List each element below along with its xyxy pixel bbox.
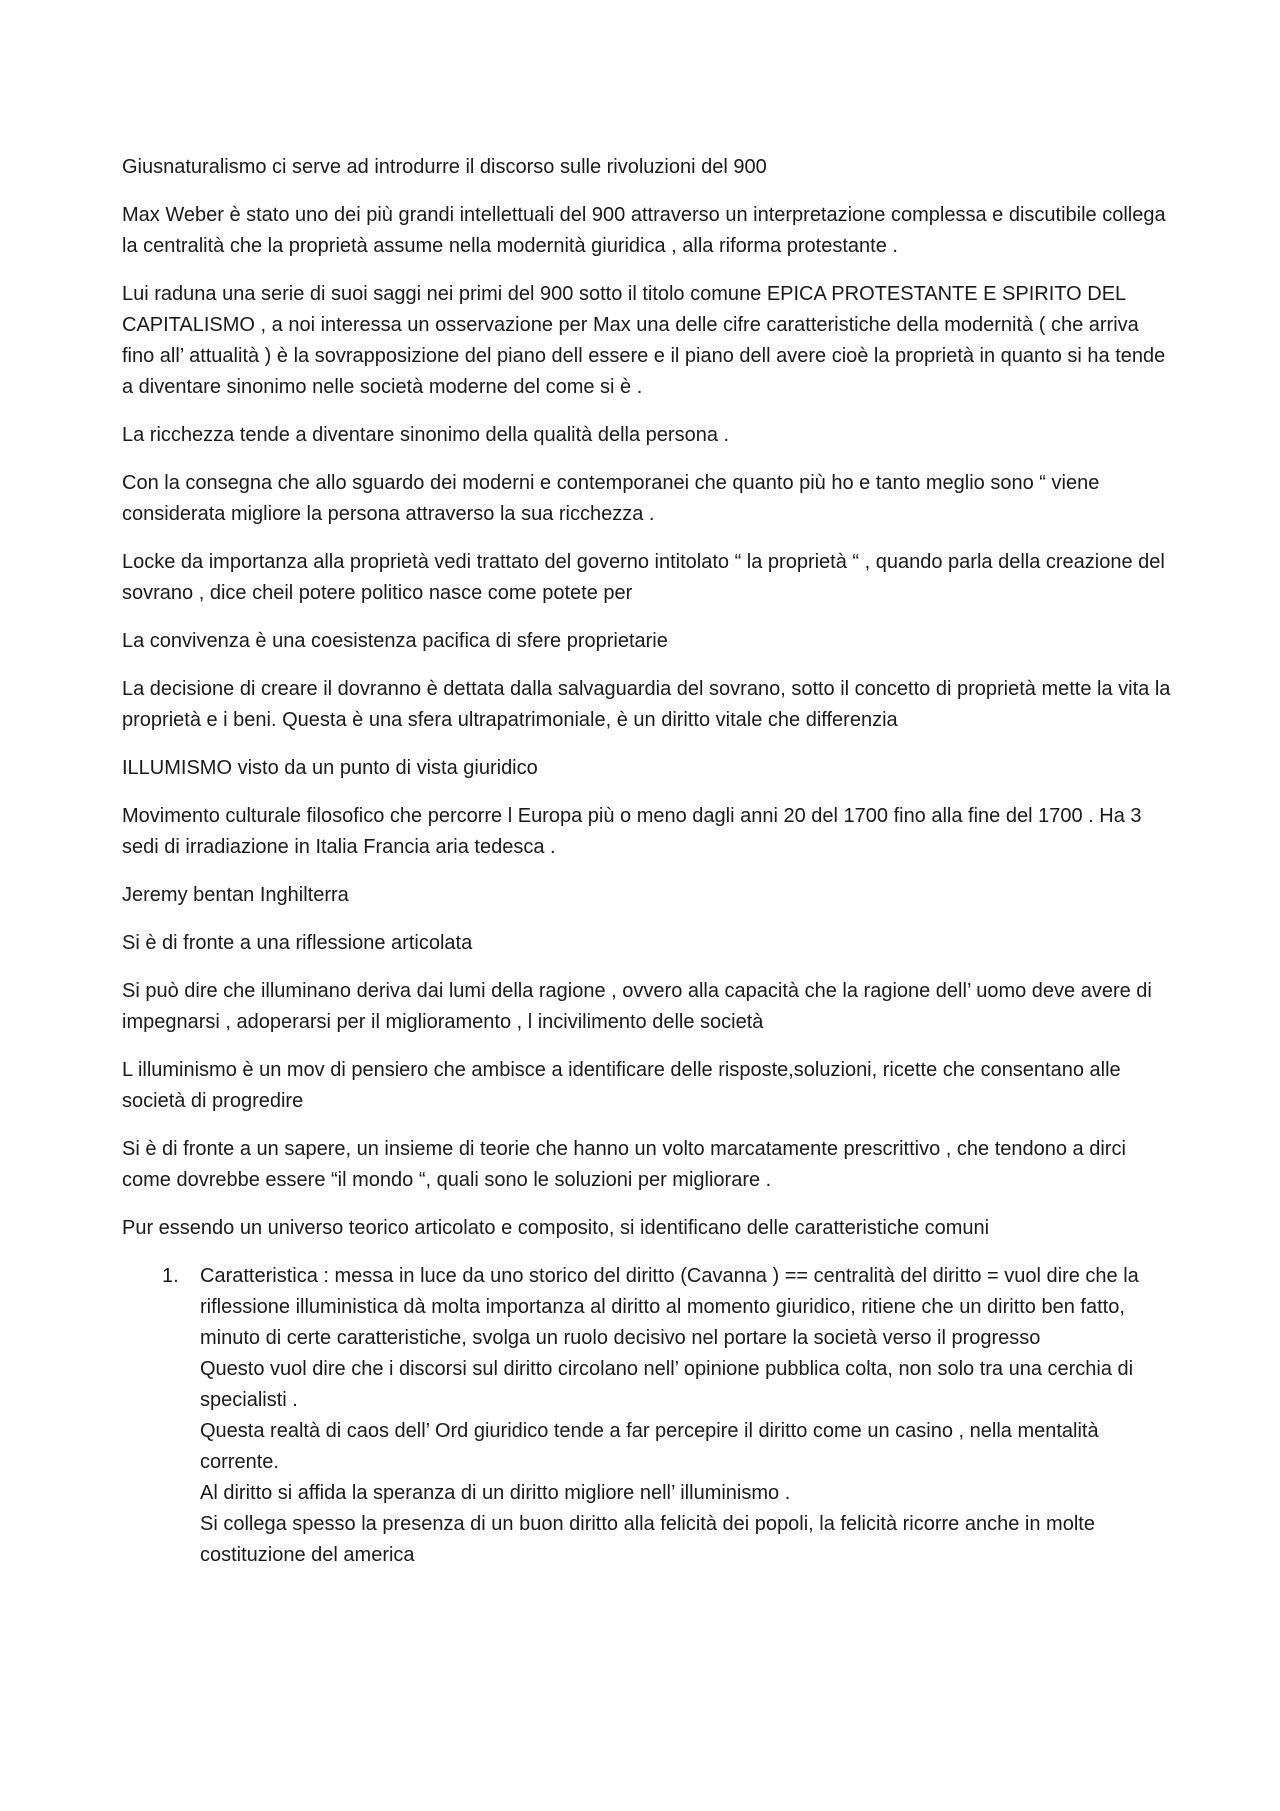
paragraph: Lui raduna una serie di suoi saggi nei primi del 900 sotto il titolo comune EPICA PROTESTANTE E SPIRITO DEL CAPITALISMO , a noi interessa un osservazione per Max una delle cifre caratteristiche della modernità ( che arriva fino all’ attualità ) è la sovrapposizione del piano dell essere e il piano dell avere cioè la proprietà in quanto si ha tende a diventare sinonimo nelle società moderne del come si è .	[122, 283, 1166, 398]
paragraph: La ricchezza tende a diventare sinonimo della qualità della persona .	[122, 424, 730, 446]
list-item	[122, 1261, 1172, 1571]
list-item-line: Si collega spesso la presenza di un buon diritto alla felicità dei popoli, la felicità ricorre anche in molte costituzione del america	[200, 1513, 1095, 1566]
paragraph: Movimento culturale filosofico che percorre l Europa più o meno dagli anni 20 del 1700 fino alla fine del 1700 . Ha 3 sedi di irradiazione in Italia Francia aria tedesca .	[122, 805, 1142, 858]
paragraph: La convivenza è una coesistenza pacifica di sfere proprietarie	[122, 630, 668, 652]
list-item-line: Questo vuol dire che i discorsi sul diritto circolano nell’ opinione pubblica colta, non solo tra una cerchia di specialisti .	[200, 1358, 1134, 1411]
list-item-line: Caratteristica : messa in luce da uno storico del diritto (Cavanna ) == centralità del diritto = vuol dire che la riflessione illuministica dà molta importanza al diritto al momento giuridico, ritiene che un diritto ben fatto, minuto di certe caratteristiche, svolga un ruolo decisivo nel portare la società verso il progresso	[200, 1265, 1139, 1349]
section-heading: ILLUMISMO visto da un punto di vista giuridico	[122, 757, 538, 779]
paragraph: Pur essendo un universo teorico articolato e composito, si identificano delle caratteristiche comuni	[122, 1217, 990, 1239]
paragraph: Locke da importanza alla proprietà vedi trattato del governo intitolato “ la proprietà “ , quando parla della creazione del sovrano , dice cheil potere politico nasce come potete per	[122, 551, 1165, 604]
paragraph: La decisione di creare il dovranno è dettata dalla salvaguardia del sovrano, sotto il concetto di proprietà mette la vita la proprietà e i beni. Questa è una sfera ultrapatrimoniale, è un diritto vitale che differenzia	[122, 678, 1171, 731]
list-item-line: Al diritto si affida la speranza di un diritto migliore nell’ illuminismo .	[200, 1482, 791, 1504]
numbered-list	[122, 1261, 1172, 1571]
paragraph: Si può dire che illuminano deriva dai lumi della ragione , ovvero alla capacità che la ragione dell’ uomo deve avere di impegnarsi , adoperarsi per il miglioramento , l incivilimento delle società	[122, 980, 1152, 1033]
paragraph: Max Weber è stato uno dei più grandi intellettuali del 900 attraverso un interpretazione complessa e discutibile collega la centralità che la proprietà assume nella modernità giuridica , alla riforma protestante .	[122, 204, 1166, 257]
paragraph: Si è di fronte a una riflessione articolata	[122, 932, 473, 954]
paragraph: L illuminismo è un mov di pensiero che ambisce a identificare delle risposte,soluzioni, ricette che consentano alle società di progredire	[122, 1059, 1121, 1112]
paragraph: Si è di fronte a un sapere, un insieme di teorie che hanno un volto marcatamente prescrittivo , che tendono a dirci come dovrebbe essere “il mondo “, quali sono le soluzioni per migliorare .	[122, 1138, 1126, 1191]
list-marker: 1.	[162, 1265, 179, 1287]
paragraph: Jeremy bentan Inghilterra	[122, 884, 349, 906]
document-body	[122, 152, 1172, 1571]
list-item-line: Questa realtà di caos dell’ Ord giuridico tende a far percepire il diritto come un casino , nella mentalità corrente.	[200, 1420, 1099, 1473]
paragraph: Con la consegna che allo sguardo dei moderni e contemporanei che quanto più ho e tanto meglio sono “ viene considerata migliore la persona attraverso la sua ricchezza .	[122, 472, 1100, 525]
paragraph: Giusnaturalismo ci serve ad introdurre il discorso sulle rivoluzioni del 900	[122, 156, 767, 178]
